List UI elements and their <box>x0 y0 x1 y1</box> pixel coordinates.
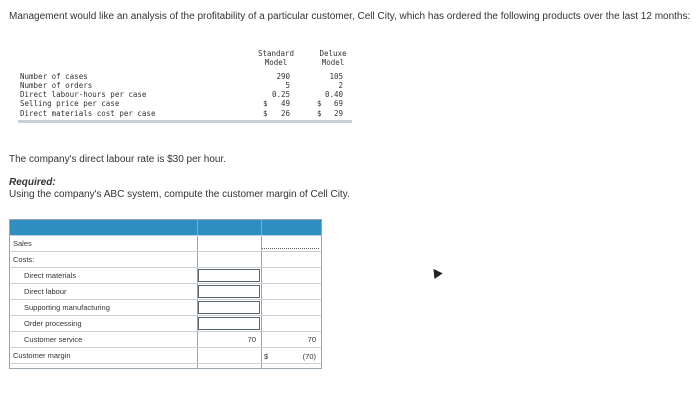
mouse-cursor-icon <box>429 266 442 279</box>
grid-header-label-col <box>10 220 197 235</box>
deluxe-price-currency: $ <box>317 99 322 108</box>
row-label-sales: Sales <box>13 239 32 248</box>
standard-price-currency: $ <box>263 99 268 108</box>
standard-materials-currency: $ <box>263 109 268 118</box>
deluxe-selling-price: 69 <box>333 99 343 108</box>
deluxe-materials-cost: 29 <box>333 109 343 118</box>
direct-materials-input[interactable] <box>198 269 260 282</box>
table-row <box>10 283 321 298</box>
deluxe-orders: 2 <box>338 81 343 90</box>
supporting-manufacturing-input[interactable] <box>198 301 260 314</box>
table-bottom-rule <box>18 120 352 123</box>
deluxe-cases: 105 <box>329 72 343 81</box>
row-label-customer-service: Customer service <box>24 335 83 344</box>
answer-grid <box>9 219 322 369</box>
row-label-selling-price: Selling price per case <box>20 99 120 108</box>
labour-rate-note: The company's direct labour rate is $30 per hour. <box>9 154 227 165</box>
intro-text: Management would like an analysis of the profitability of a particular customer, Cell City, which has ordered the following products over the last 12 months: <box>9 11 691 22</box>
table-row <box>10 235 321 250</box>
standard-materials-cost: 26 <box>280 109 290 118</box>
row-label-labour-hours: Direct labour-hours per case <box>20 90 147 99</box>
deluxe-materials-currency: $ <box>317 109 322 118</box>
standard-selling-price: 49 <box>280 99 290 108</box>
customer-margin-value: (70) <box>302 352 316 361</box>
standard-orders: 5 <box>285 81 290 90</box>
customer-margin-currency: $ <box>264 352 269 361</box>
required-heading: Required: <box>9 177 56 188</box>
table-row <box>10 347 321 364</box>
order-processing-input[interactable] <box>198 317 260 330</box>
customer-service-total: 70 <box>307 335 316 344</box>
customer-service-cost: 70 <box>247 335 256 344</box>
direct-labour-input[interactable] <box>198 285 260 298</box>
deluxe-model-header: Deluxe Model <box>319 49 347 67</box>
row-label-supporting-manufacturing: Supporting manufacturing <box>24 303 110 312</box>
grid-header-col-2 <box>262 220 321 235</box>
row-label-cases: Number of cases <box>20 72 88 81</box>
standard-cases: 290 <box>276 72 290 81</box>
deluxe-labour-hours: 0.40 <box>324 90 343 99</box>
standard-model-header: Standard Model <box>257 49 295 67</box>
row-label-direct-materials: Direct materials <box>24 271 77 280</box>
table-row <box>10 315 321 330</box>
row-label-customer-margin: Customer margin <box>13 351 71 360</box>
table-row <box>10 299 321 314</box>
required-instructions: Using the company's ABC system, compute the customer margin of Cell City. <box>9 189 350 200</box>
row-label-orders: Number of orders <box>20 81 93 90</box>
row-label-materials-cost: Direct materials cost per case <box>20 109 156 118</box>
table-row <box>10 267 321 282</box>
table-row <box>10 331 321 346</box>
standard-labour-hours: 0.25 <box>271 90 290 99</box>
table-row <box>10 251 321 266</box>
grid-header-col-1 <box>198 220 261 235</box>
row-label-costs: Costs: <box>13 255 35 264</box>
row-label-order-processing: Order processing <box>24 319 82 328</box>
sales-input[interactable] <box>262 236 319 249</box>
row-label-direct-labour: Direct labour <box>24 287 67 296</box>
